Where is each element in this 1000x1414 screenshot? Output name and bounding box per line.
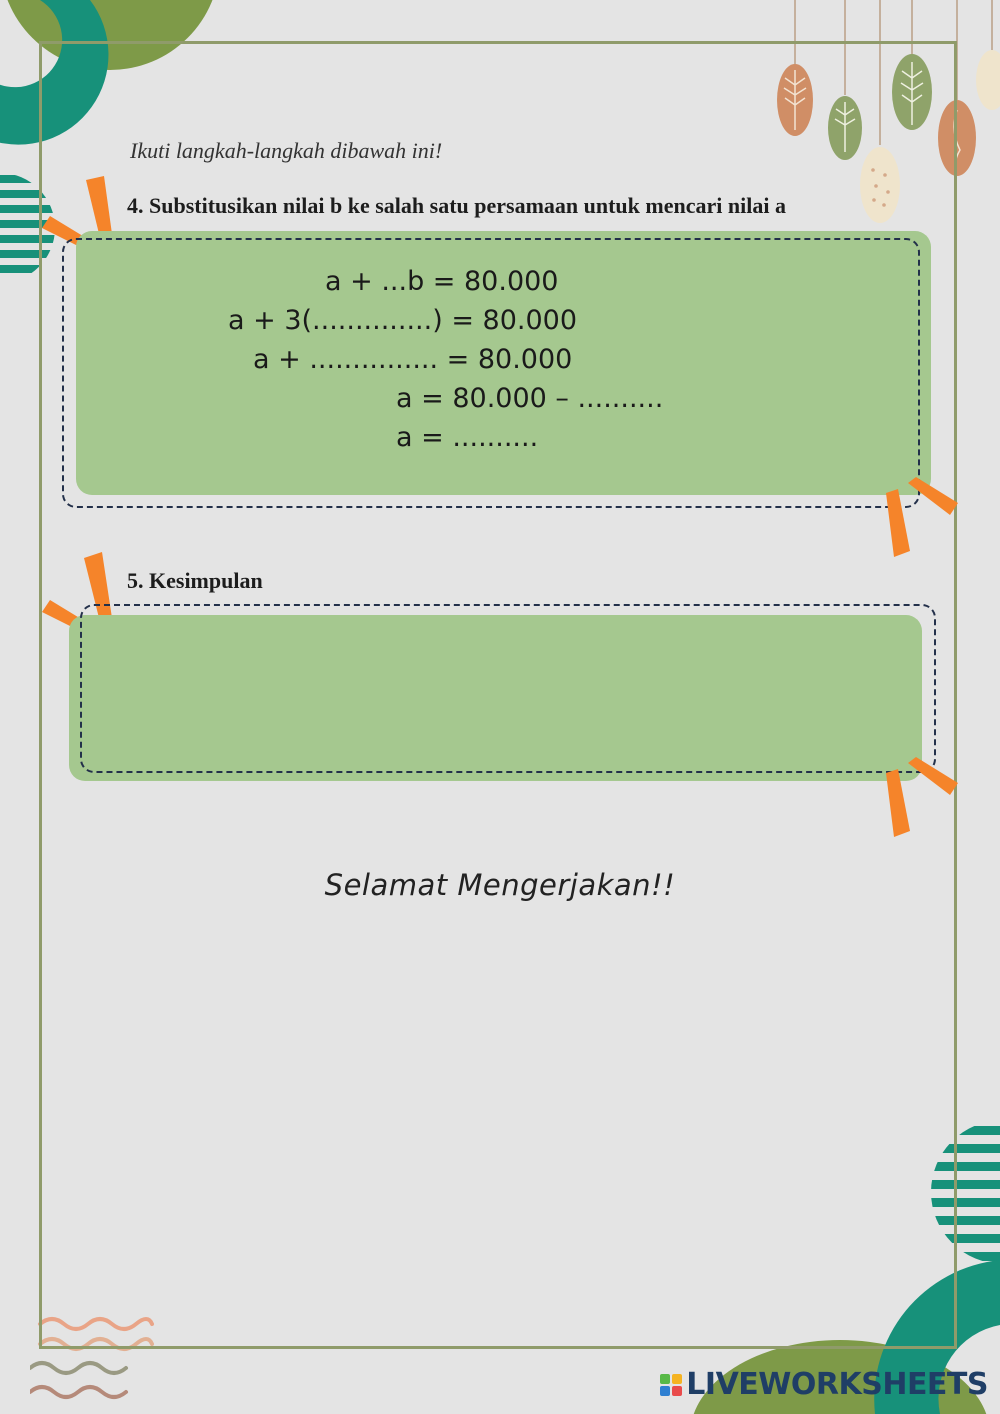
conclusion-dashed-border <box>80 604 936 773</box>
step4-title: 4. Substitusikan nilai b ke salah satu persamaan untuk mencari nilai a <box>127 193 786 218</box>
liveworksheets-logo <box>660 1367 988 1402</box>
equation-line-5[interactable]: a = .......... <box>396 422 539 453</box>
instruction-text: Ikuti langkah-langkah dibawah ini! <box>130 138 443 163</box>
brand-grid-icon <box>660 1374 682 1396</box>
step5-title: 5. Kesimpulan <box>127 568 263 593</box>
brand-text: LIVEWORKSHEETS <box>686 1367 988 1402</box>
equation-line-4[interactable]: a = 80.000 – .......... <box>396 383 664 414</box>
equation-line-3[interactable]: a + ............... = 80.000 <box>253 344 573 375</box>
burst-icon <box>880 755 960 840</box>
burst-icon <box>880 475 960 560</box>
equation-line-1[interactable]: a + ...b = 80.000 <box>325 266 559 297</box>
closing-message: Selamat Mengerjakan!! <box>324 868 676 902</box>
equation-line-2[interactable]: a + 3(..............) = 80.000 <box>228 305 577 336</box>
